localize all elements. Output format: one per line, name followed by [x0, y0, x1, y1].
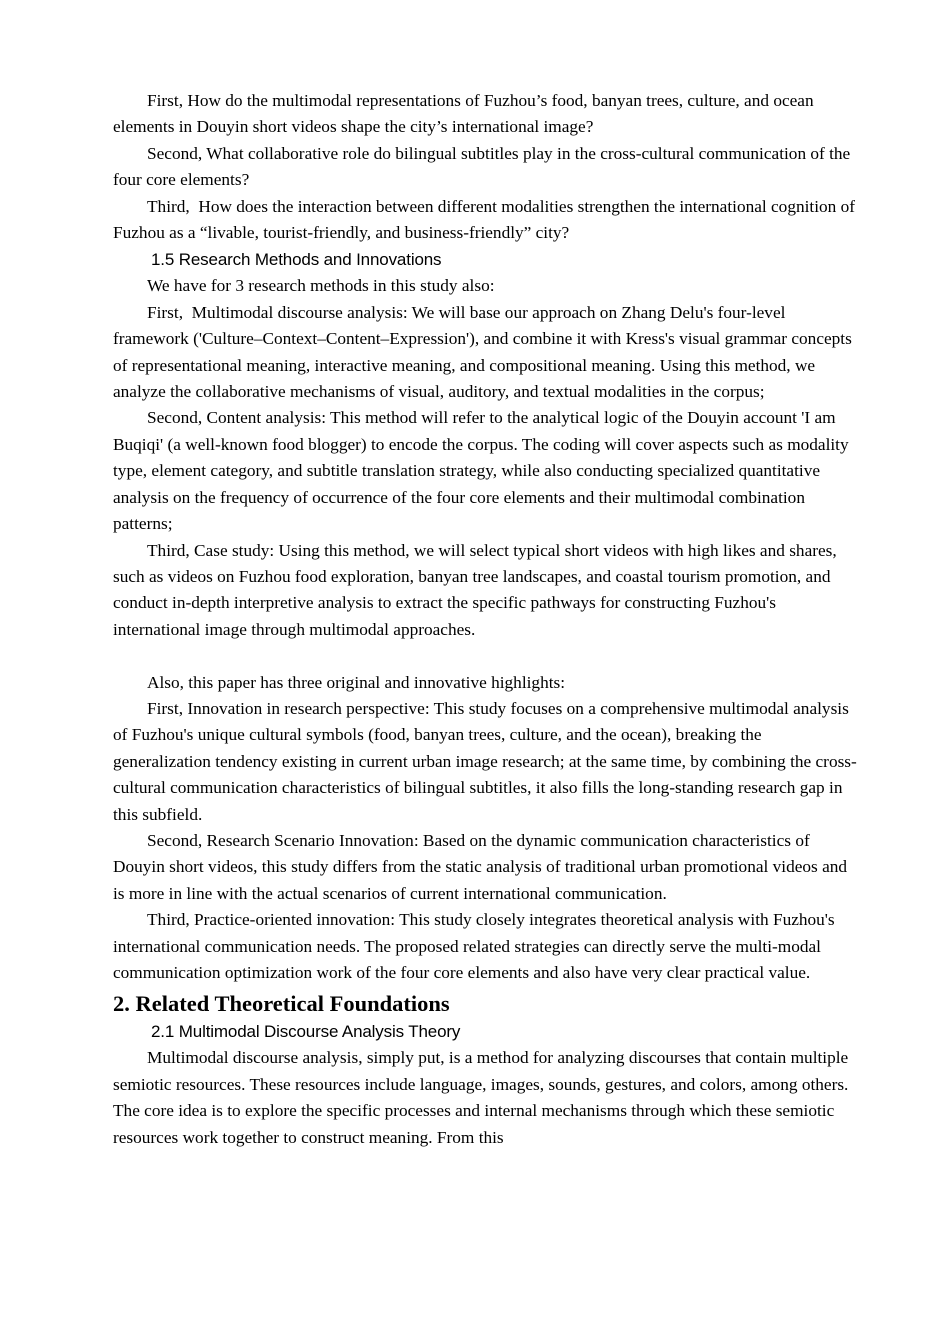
- innovations-intro: Also, this paper has three original and innovative highlights:: [147, 672, 566, 692]
- method-paragraph-3: Third, Case study: Using this method, we will select typical short videos with high likes and shares, such as videos on Fuzhou food exploration, banyan tree landscapes, and coastal tourism promotion, and conduct in-depth interpretive analysis to extract the specific pathways for constructing Fuzhou's international image through multimodal approaches.: [113, 540, 842, 639]
- section-2-heading: 2. Related Theoretical Foundations: [113, 991, 450, 1017]
- document-page: [113, 88, 861, 1151]
- innovation-paragraph-2: Second, Research Scenario Innovation: Based on the dynamic communication characteristics of Douyin short videos, this study differs from the static analysis of traditional urban promotional videos and is more in line with the actual scenarios of current international communication.: [113, 830, 852, 903]
- theory-paragraph: Multimodal discourse analysis, simply put, is a method for analyzing discourses that contain multiple semiotic resources. These resources include language, images, sounds, gestures, and colors, among others. The core idea is to explore the specific processes and internal mechanisms through which these semiotic resources work together to construct meaning. From this: [113, 1048, 853, 1147]
- innovation-paragraph-1: First, Innovation in research perspective: This study focuses on a comprehensive multimodal analysis of Fuzhou's unique cultural symbols (food, banyan trees, culture, and the ocean), breaking the generalization tendency existing in current urban image research; at the same time, by combining the cross-cultural communication characteristics of bilingual subtitles, it also fills the long-standing research gap in this subfield.: [113, 698, 857, 824]
- method-paragraph-2: Second, Content analysis: This method will refer to the analytical logic of the Douyin account 'I am Buqiqi' (a well-known food blogger) to encode the corpus. The coding will cover aspects such as modality type, element category, and subtitle translation strategy, while also conducting specialized quantitative analysis on the frequency of occurrence of the four core elements and their multimodal combination patterns;: [113, 408, 853, 534]
- research-question-1: First, How do the multimodal representations of Fuzhou’s food, banyan trees, culture, and ocean elements in Douyin short videos shape the city’s international image?: [113, 91, 818, 137]
- innovation-paragraph-3: Third, Practice-oriented innovation: This study closely integrates theoretical analysis with Fuzhou's international communication needs. The proposed related strategies can directly serve the multi-modal communication optimization work of the four core elements and also have very clear practical value.: [113, 910, 839, 982]
- methods-intro: We have for 3 research methods in this study also:: [147, 276, 495, 296]
- method-paragraph-1: First, Multimodal discourse analysis: We will base our approach on Zhang Delu's four-level framework ('Culture–Context–Content–Expression'), and combine it with Kress's visual grammar concepts of representational meaning, interactive meaning, and compositional meaning. Using this method, we analyze the collaborative mechanisms of visual, auditory, and textual modalities in the corpus;: [113, 302, 857, 402]
- research-question-3: Third, How does the interaction between different modalities strengthen the international cognition of Fuzhou as a “livable, tourist-friendly, and business-friendly” city?: [113, 196, 860, 243]
- blank-line: [113, 643, 861, 669]
- section-2-1-heading: 2.1 Multimodal Discourse Analysis Theory: [151, 1022, 461, 1042]
- section-1-5-heading: 1.5 Research Methods and Innovations: [151, 250, 442, 270]
- research-question-2: Second, What collaborative role do bilingual subtitles play in the cross-cultural communication of the four core elements?: [113, 143, 855, 190]
